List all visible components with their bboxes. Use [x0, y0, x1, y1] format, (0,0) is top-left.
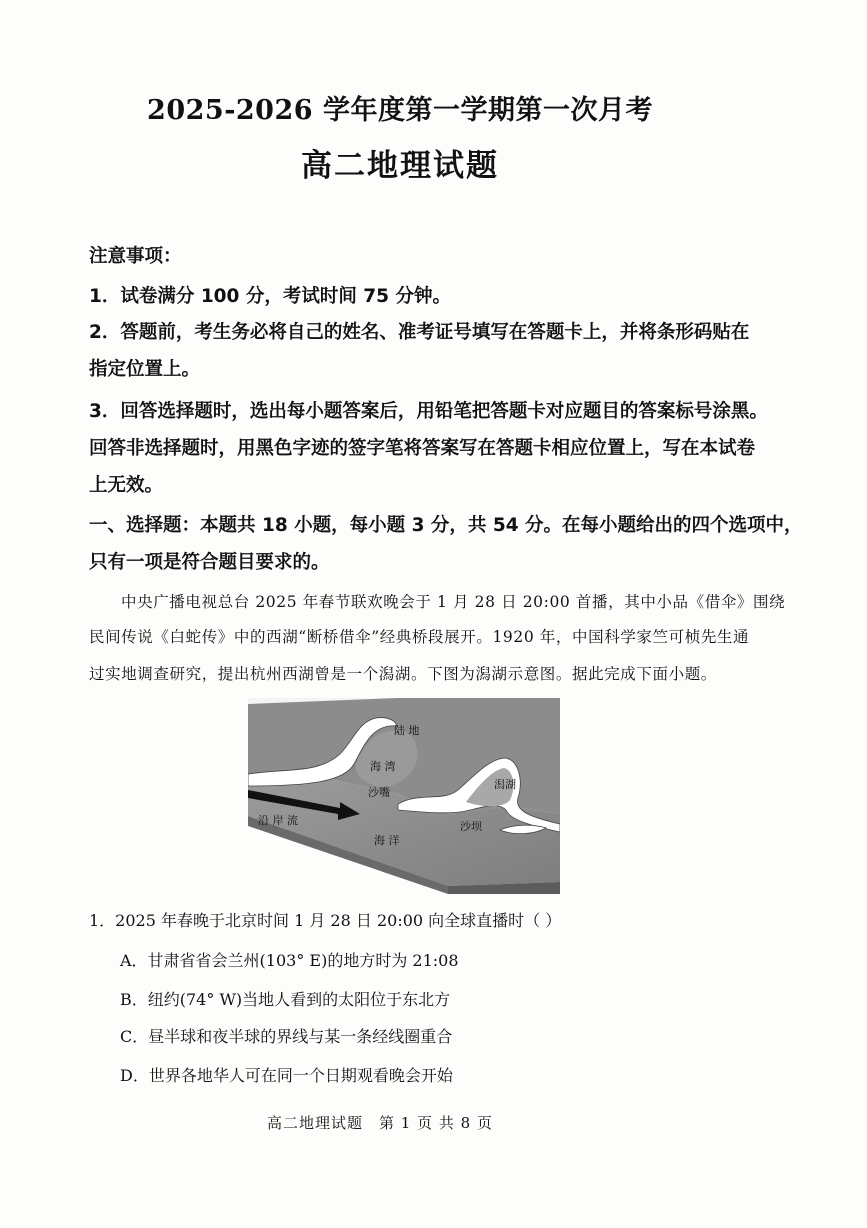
exam-subject-title: 高二地理试题	[301, 148, 499, 184]
notice-item: 回答非选择题时，用黑色字迹的签字笔将答案写在答题卡相应位置上，写在本试卷	[89, 438, 756, 459]
notice-item: 指定位置上。	[89, 359, 201, 380]
passage-line: 民间传说《白蛇传》中的西湖“断桥借伞”经典桥段展开。1920 年，中国科学家竺可桢先生通	[89, 628, 750, 646]
notice-item: 3．回答选择题时，选出每小题答案后，用铅笔把答题卡对应题目的答案标号涂黑。	[89, 401, 768, 422]
notice-item: 上无效。	[89, 475, 164, 496]
label-land: 陆 地	[394, 724, 420, 737]
question-stem: 1．2025 年春晚于北京时间 1 月 28 日 20:00 向全球直播时（ ）	[89, 911, 562, 930]
passage-line: 过实地调查研究，提出杭州西湖曾是一个潟湖。下图为潟湖示意图。据此完成下面小题。	[89, 665, 717, 683]
label-bay: 海 湾	[370, 760, 396, 773]
question-option: B．纽约(74° W)当地人看到的太阳位于东北方	[120, 990, 451, 1009]
notice-item: 1．试卷满分 100 分，考试时间 75 分钟。	[89, 286, 451, 307]
label-bar: 沙坝	[460, 820, 482, 833]
notice-heading: 注意事项：	[89, 246, 182, 267]
section-heading: 一、选择题：本题共 18 小题，每小题 3 分，共 54 分。在每小题给出的四个选项中，	[89, 515, 803, 536]
page-footer: 高二地理试题 第 1 页 共 8 页	[267, 1114, 493, 1132]
question-option: D．世界各地华人可在同一个日期观看晚会开始	[120, 1066, 453, 1085]
label-spit: 沙嘴	[368, 786, 390, 799]
question-option: A．甘肃省省会兰州(103° E)的地方时为 21:08	[120, 951, 459, 970]
notice-item: 2．答题前，考生务必将自己的姓名、准考证号填写在答题卡上，并将条形码贴在	[89, 322, 750, 343]
question-option: C．昼半球和夜半球的界线与某一条经线圈重合	[120, 1027, 453, 1046]
section-heading: 只有一项是符合题目要求的。	[89, 552, 330, 573]
passage-line: 中央广播电视总台 2025 年春节联欢晚会于 1 月 28 日 20:00 首播，其中小品《借伞》围绕	[121, 593, 786, 611]
label-lagoon: 潟湖	[494, 778, 516, 791]
label-current: 沿 岸 流	[258, 814, 298, 827]
lagoon-diagram	[248, 694, 560, 894]
lagoon-diagram-svg	[248, 694, 560, 894]
exam-title: 2025-2026 学年度第一学期第一次月考	[147, 95, 653, 126]
label-ocean: 海 洋	[374, 834, 400, 847]
